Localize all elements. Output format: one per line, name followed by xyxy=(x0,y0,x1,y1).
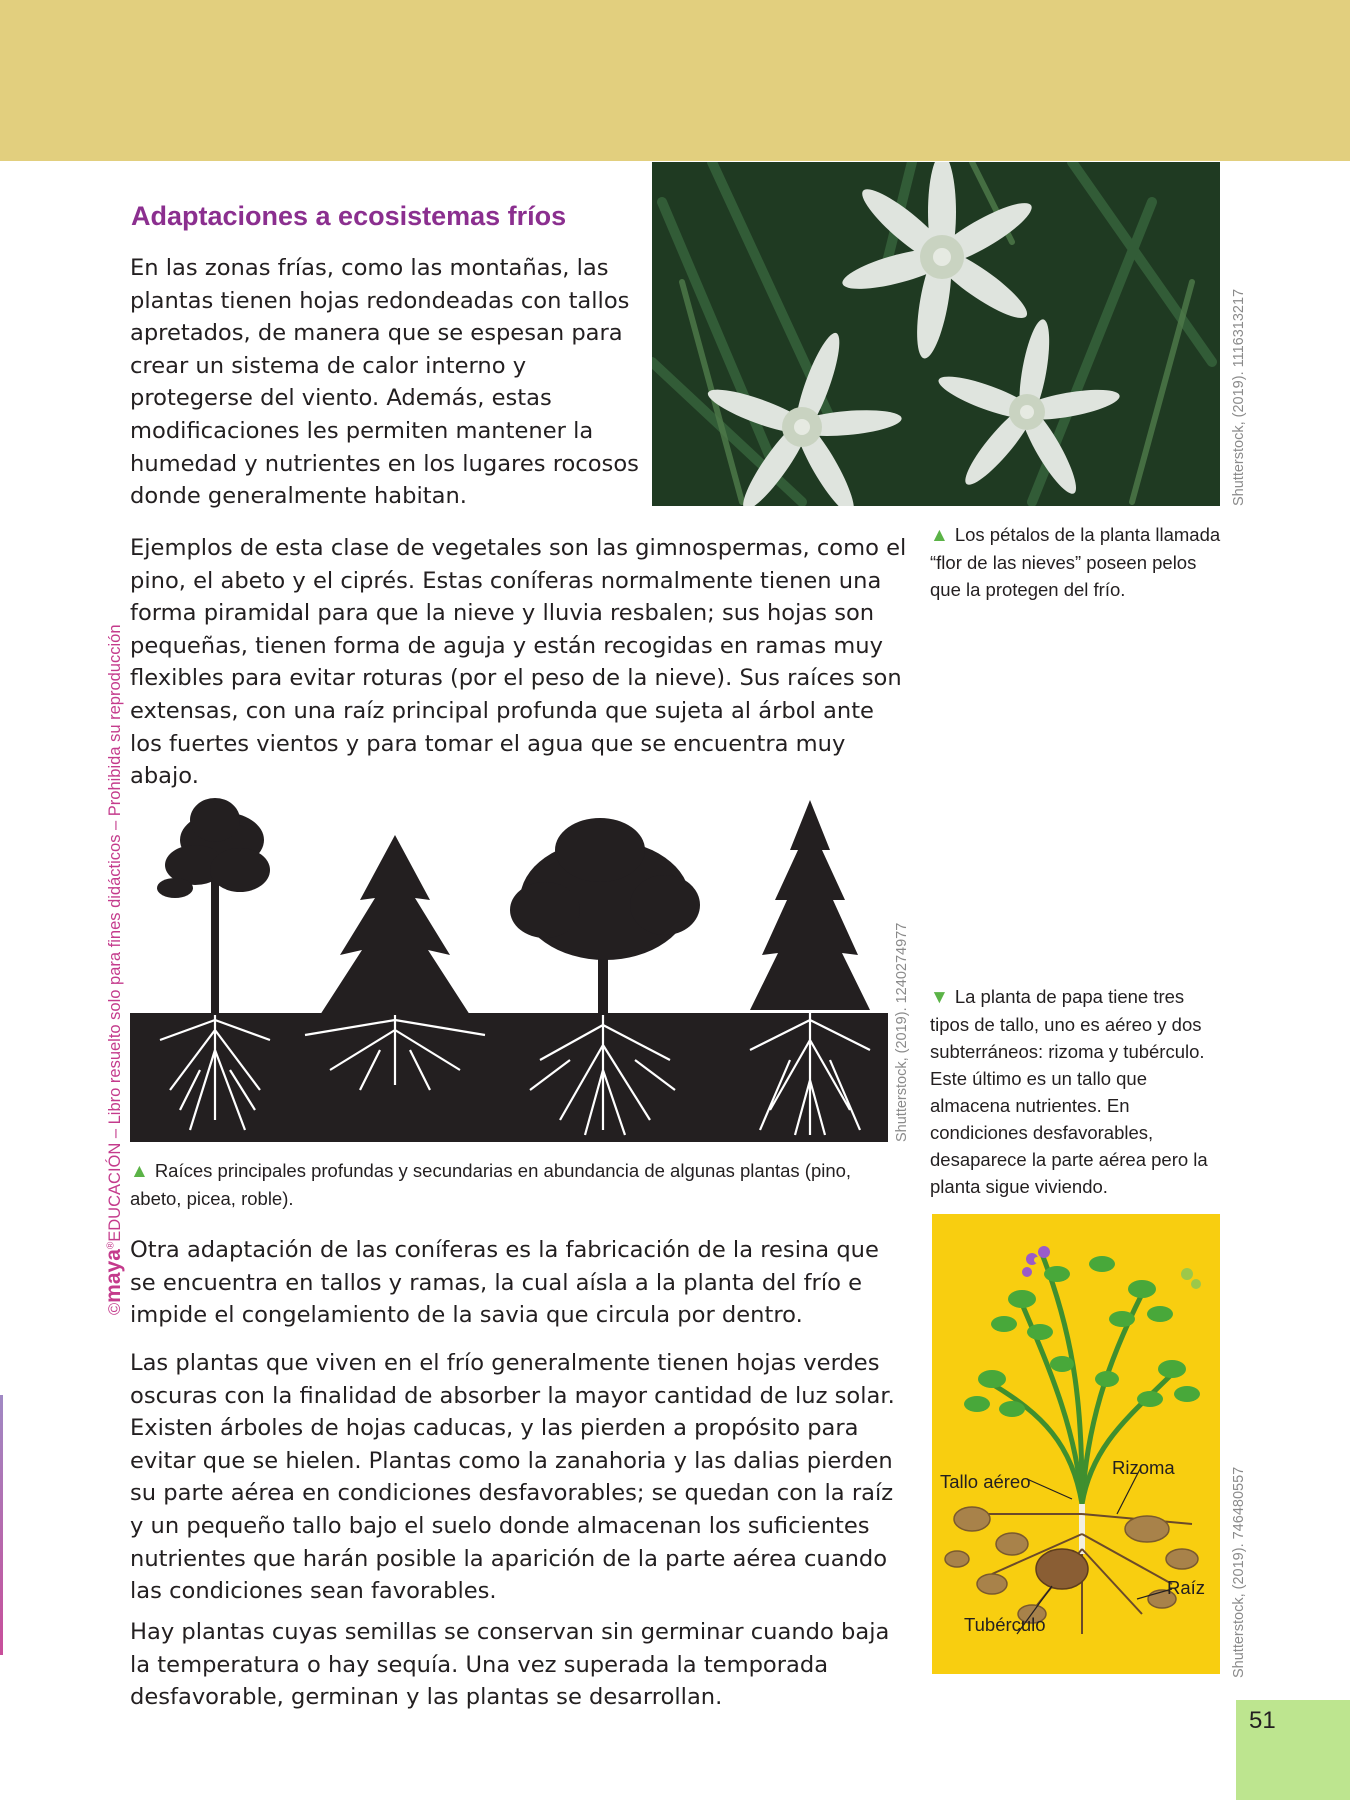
fir-silhouette xyxy=(320,835,470,1015)
edelweiss-caption-text: Los pétalos de la planta llamada “flor de las nieves” poseen pelos que la protegen del frío. xyxy=(930,524,1221,600)
label-rizoma: Rizoma xyxy=(1112,1457,1175,1478)
paragraph-4: Las plantas que viven en el frío generalmente tienen hojas verdes oscuras con la finalidad de absorber la mayor cantidad de luz solar. Existen árboles de hojas caducas, y las pierden a propósito para evitar que se hielen. Plantas como la zanahoria y las dalias pierden su parte aérea en condiciones desfavorables; se quedan con la raíz y un pequeño tallo bajo el suelo donde almacenan los suficientes nutrientes que harán posible la aparición de la parte aérea cuando las condiciones sean favorables. xyxy=(130,1350,895,1605)
copyright-sign: © xyxy=(106,1302,124,1315)
side-banner-text: EDUCACIÓN – Libro resuelto solo para fines didácticos – Prohibida su reproducción xyxy=(106,624,124,1242)
left-edge-strip xyxy=(0,1395,3,1655)
header-band xyxy=(0,0,1350,161)
paragraph-5: Hay plantas cuyas semillas se conservan sin germinar cuando baja la temperatura o hay sequía. Una vez superada la temporada desfavorable, germinan y las plantas se desarrollan. xyxy=(130,1619,890,1711)
potato-credit: Shutterstock, (2019). 746480557 xyxy=(1231,1466,1247,1678)
roots-caption xyxy=(130,1157,900,1212)
roots-caption-text: Raíces principales profundas y secundarias en abundancia de algunas plantas (pino, abeto, picea, roble). xyxy=(130,1160,852,1209)
spruce-silhouette xyxy=(750,800,870,1010)
caption-up-triangle-icon: ▲ xyxy=(130,1161,149,1182)
label-raiz: Raíz xyxy=(1167,1577,1206,1598)
potato-caption xyxy=(930,983,1220,1200)
edelweiss-caption xyxy=(930,521,1230,603)
paragraph-1: En las zonas frías, como las montañas, las plantas tienen hojas redondeadas con tallos apretados, de manera que se espesan para crear un sistema de calor interno y protegerse del viento. Además, estas modificaciones les permiten mantener la humedad y nutrientes en los lugares rocosos donde generalmente habitan. xyxy=(130,255,639,510)
registered-sign: ® xyxy=(105,1241,117,1250)
edelweiss-photo xyxy=(652,162,1220,506)
potato-plant-diagram xyxy=(932,1214,1220,1674)
trees-roots-illustration xyxy=(130,790,888,1142)
paragraph-3: Otra adaptación de las coníferas es la fabricación de la resina que se encuentra en tallos y ramas, la cual aísla a la planta del frío e impide el congelamiento de la savia que circula por dentro. xyxy=(130,1237,879,1329)
brand-name: maya xyxy=(102,1249,125,1303)
paragraph-2: Ejemplos de esta clase de vegetales son las gimnospermas, como el pino, el abeto y el ciprés. Estas coníferas normalmente tienen una forma piramidal para que la nieve y lluvia resbalen; sus hojas son pequeñas, tienen forma de aguja y están recogidas en ramas muy flexibles para evitar roturas (por el peso de la nieve). Sus raíces son extensas, con una raíz principal profunda que sujeta al árbol ante los fuertes vientos y para tomar el agua que se encuentra muy abajo. xyxy=(130,535,907,790)
trees-credit: Shutterstock, (2019). 1240274977 xyxy=(894,922,910,1142)
label-tallo-aereo: Tallo aéreo xyxy=(940,1471,1031,1492)
section-title: Adaptaciones a ecosistemas fríos xyxy=(131,201,567,231)
oak-silhouette xyxy=(510,818,700,1015)
caption-down-triangle-icon: ▼ xyxy=(930,987,949,1008)
potato-caption-text: La planta de papa tiene tres tipos de tallo, uno es aéreo y dos subterráneos: rizoma y tubérculo. Este último es un tallo que almacena nutrientes. En condiciones desfavorables, desaparece la parte aérea pero la planta sigue viviendo. xyxy=(930,986,1208,1197)
caption-up-triangle-icon: ▲ xyxy=(930,525,949,546)
page-number: 51 xyxy=(1249,1707,1276,1734)
edelweiss-credit: Shutterstock, (2019). 1116313217 xyxy=(1231,288,1247,506)
label-tuberculo: Tubérculo xyxy=(964,1614,1046,1635)
side-banner xyxy=(102,625,126,1316)
pine-silhouette xyxy=(157,798,270,1015)
